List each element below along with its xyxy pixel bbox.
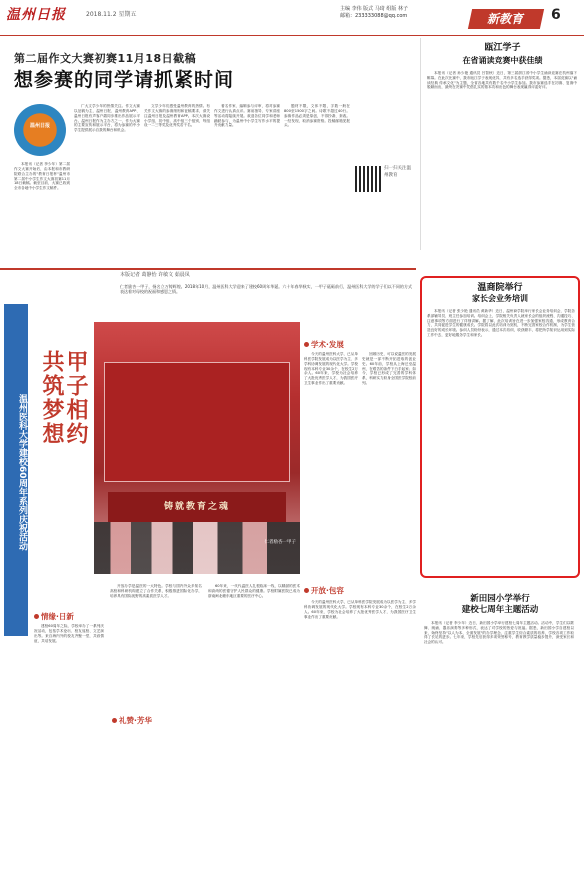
boxed-body: 本报讯（记者 张少艳 通讯员 黄新华）近日，温州商学院举行家长会业务培训会，学院各系部辅导员、班主任参加培训。培训会上，学院相关负责人就家长会的组织流程、沟通技巧、注意事项等方面进行了详细讲解。据了解，此次培训旨在进一步加强家校沟通，形成教育合力，共同促进学生的健康成长。学院将以此次培训为契机，不断完善家校合作机制，为学生营造良好的成长环境。参训人员纷纷表示，通过本次培训，收获颇丰，将把所学知识运用到实际工作中去，更好地服务学生和家长。 [427,308,575,338]
photo-banner-text: 铸就教育之魂 [108,492,286,522]
qr-code-icon[interactable] [355,166,381,192]
article-body: 本报讯（记者 孙少艳 通讯员 吕智秋）近日，第三届浙江省中小学生诵读竞赛在杭州落下帷幕。在此次比赛中，我市瓯江学子表现优异，共有多名选手获得奖项。据悉，本届竞赛以"诵读经典 传承文化"为主题，全省各地共有数千名中小学生参加。我市参赛选手在初赛、复赛中脱颖而出，最终在决赛中凭借扎实的基本功和出色的舞台表现赢得评委好评。 [427,70,577,90]
series-title: 温州医科大学建校60周年系列庆祝活动 [17,393,27,551]
story-column-5: 题材不限，文体不限，字数一般在800至1500字之间。诗歌不超过40行。参赛作品必须是原创，不得抄袭、套改。一经发现，取消参赛资格。投稿邮箱见报头。 [284,104,350,128]
boxed-title: 温商院举行 [477,283,523,293]
stage-backdrop [104,362,290,482]
article-title: 瓯江学子 [484,43,521,53]
section-tag-tribute: 礼赞·芳华 [112,716,152,726]
right-article-anniversary [420,586,580,869]
crowd-figures [94,522,300,574]
story-column-4: 著名作家、编辑参与评审，将对参赛作文进行认真点评。赛前指导、专家讲座等活动将陆续开展。欢迎各位同学和老师踊跃参与，为温州中小学生写作水平的提升贡献力量。 [214,104,280,128]
section-divider [0,268,416,270]
newspaper-logo: 温州日报 [6,7,66,23]
feature-column-d: 开放办学是温医的一大特色。学校与国内外众多知名高校和科研机构建立了合作关系，积极推进国际化办学，培养具有国际视野的高素质医学人才。 [110,584,202,598]
feature-intro: 仁者励杏一甲子，扬名立万铸辉煌。2018年10月，温州医科大学迎来了建校60周年华诞。六十年春华秋实，一甲子砥砺前行，温州医科大学的学子们以不同的方式表达着对母校的祝福和感恩之情。 [120,284,412,295]
big-title-line-2: 共筑梦想 [39,350,64,446]
top-story [0,38,416,290]
celebration-photo [94,322,300,574]
photo-caption: 仁者励杏一甲子 [264,540,296,545]
contest-badge-icon [14,104,66,156]
bullet-icon [304,342,309,347]
article-subtitle: 在省诵读竞赛中获佳绩 [462,56,543,66]
page-number: 6 [551,7,561,23]
section-tag-academic: 学术·发展 [304,340,344,350]
editor-meta: 主编 李伟 版式 马琦 组版 林子 邮箱：233333088@qq.com [340,6,408,20]
story-column-3: 文学少年们感受温州教育的热情。有关作文大赛的参赛细则和征稿要求，请关注温州日报及温州教育APP。本次大赛设小学组、初中组、高中组三个组别，每组设一二三等奖及优秀奖若干名。 [144,104,210,128]
story-column-2: 广大文学少年的热情关注。作文大赛以征稿为主，温州日报、温州教育APP、温州日报有声客户端同步推出作品展示平台。温州日报作为主办方之一，作为大赛的主要宣传和展示平台，将为参赛的中小学生提供展示自我的舞台和机会。 [74,104,140,133]
boxed-subtitle: 家长会业务培训 [472,294,528,304]
article-subtitle: 建校七周年主题活动 [461,605,539,616]
feature-column-f: 今天的温州医科大学，已从单科医学院发展成为以医学为主、多学科协调发展的现代化大学。学校现有本科专业30余个，在校生2万余人。60年来，学校为社会培养了大批优秀医学人才，为我国医疗卫生事业作出了重要贡献。 [304,600,416,619]
feature-big-title [30,350,86,610]
feature-column-a: 今天的温州医科大学，已从单科医学院发展成为以医学为主、多学科协调发展的现代化大学。学校现有本科专业30余个，在校生2万余人。60年来，学校为社会培养了大批优秀医学人才，为我国医疗卫生事业作出了重要贡献。 [304,352,358,386]
article-body: 本报讯（记者 李少年）近日，新田园小学举行建校七周年主题活动。活动中，学生们以歌舞、朗诵、器乐演奏等多种形式，表达了对学校的热爱与祝福。据悉，新田园小学自建校以来，始终坚持"以人为本、全面发展"的办学理念，注重学生综合素质的培养，学校各项工作取得了长足的进步。七年来，学校先后获得多项荣誉称号，教育教学质量稳步提升，深受家长和社会的认可。 [424,620,574,645]
right-article-recitation [420,38,578,250]
feature-column-c: 建校60周年之际，学校举办了一系列庆祝活动，包括学术论坛、校友返校、文艺演出等。来自海内外的校友齐聚一堂，共叙情谊，共话发展。 [34,624,104,643]
story-column-1: 本报讯（记者 李少年）第二届作文大赛开始后，由本报和市教研院联合主办的"教育日报杯"温州市第二届中小学生作文大赛初赛11月18日截稿。截至目前，大赛已收到全市各地中小学生作文稿件。 [14,162,70,191]
qr-caption: 扫一扫关注温州教育 [384,166,411,178]
bullet-icon [34,614,39,619]
article-title: 新田园小学举行 [470,594,530,604]
feature-column-e: 60年来，一代代温医人扎根临床一线，以精湛的医术和高尚的医德守护人民群众的健康。学校附属医院已成为浙南闽北赣东地区重要的医疗中心。 [208,584,300,598]
feature-column-b: 回顾历史，可以说温医的发展史就是一部不断开拓进取的创业史。60年前，学校从上海迁至温州，在艰苦的条件下白手起家；如今，学校已形成了完善的学科体系，科研实力跻身全国医学院校前列。 [362,352,416,386]
boxed-article-parent-meeting [420,276,580,578]
bullet-icon [304,588,309,593]
story-headline: 想参赛的同学请抓紧时间 [14,69,235,91]
issue-date: 2018.11.2 星期五 [86,11,137,18]
page-byline: 本版记者 葛静怡 许敏文 茹晨凤 [120,272,190,278]
section-badge: 新教育 [468,9,544,29]
vertical-series-banner [4,304,28,636]
masthead [0,0,584,36]
section-tag-open: 开放·包容 [304,586,344,596]
story-kicker: 第二届作文大赛初赛11月18日截稿 [14,52,197,65]
badge-label: 温州日报 [29,123,50,129]
big-title-line-1: 甲子相约 [63,350,88,446]
section-tag-bond: 情缘·日新 [34,612,74,622]
